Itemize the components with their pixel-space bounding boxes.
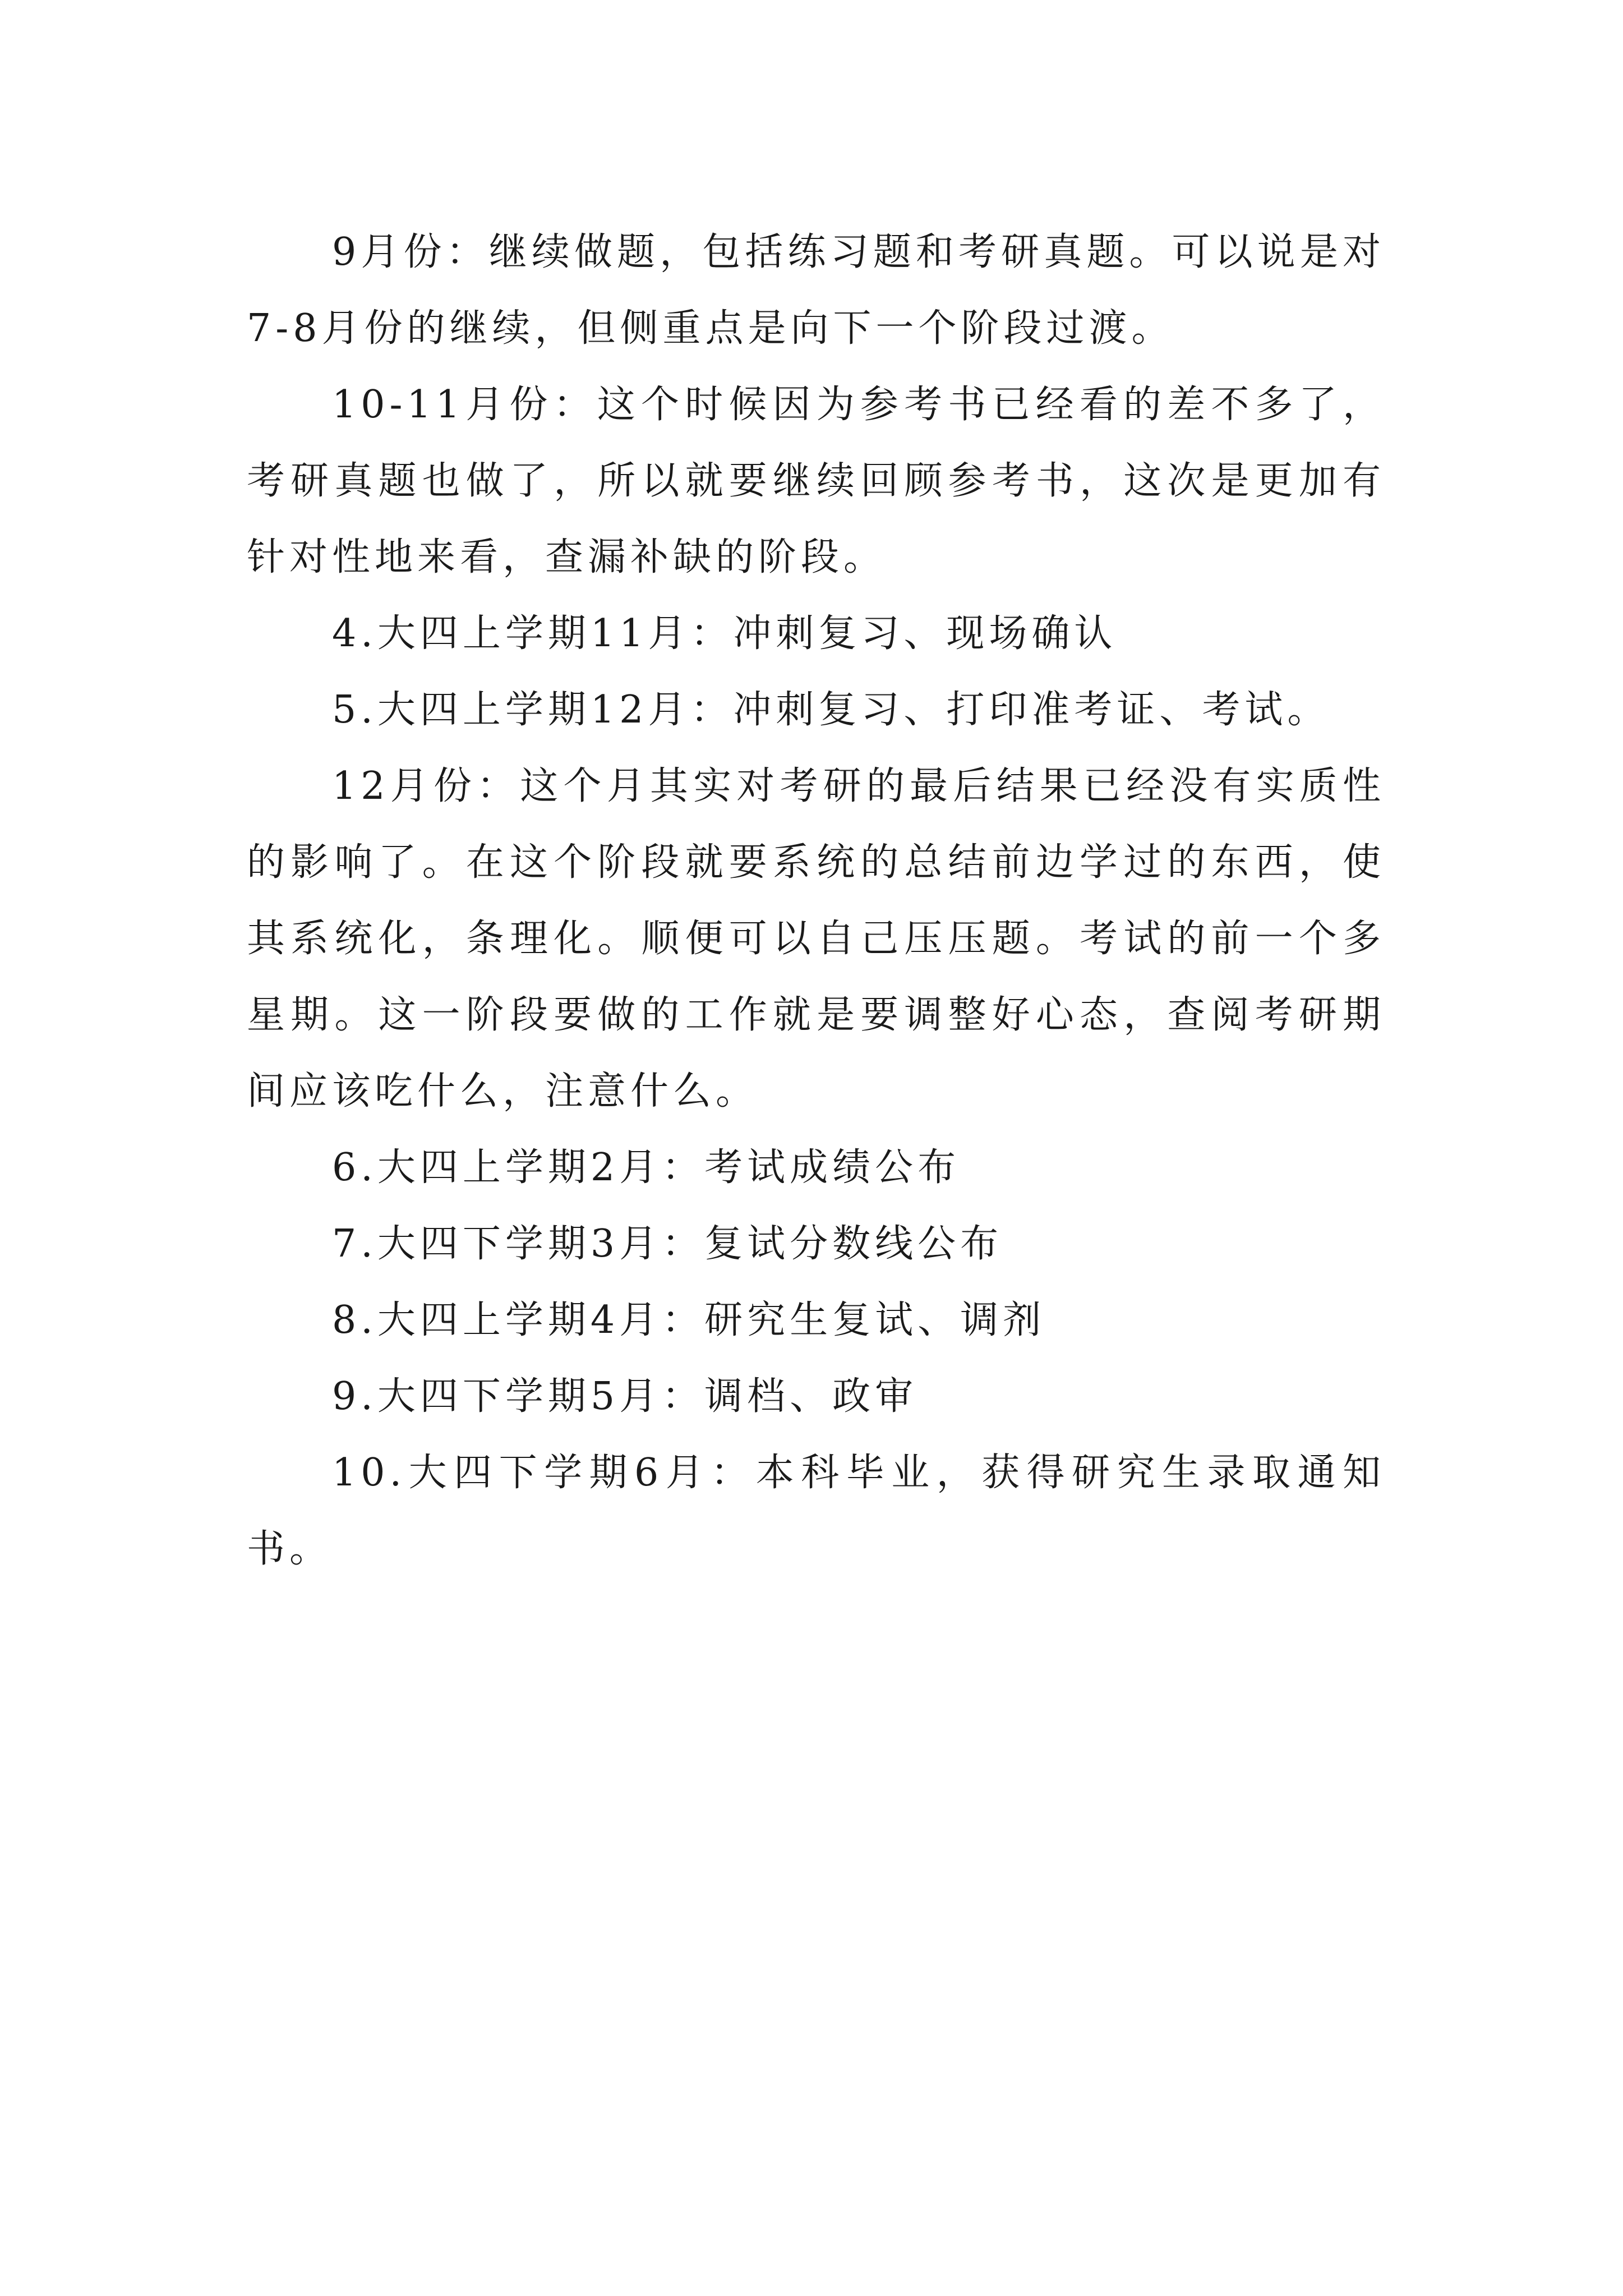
paragraph-december: 12月份：这个月其实对考研的最后结果已经没有实质性的影响了。在这个阶段就要系统的总结前边学过的东西，使其系统化，条理化。顺便可以自己压压题。考试的前一个多星期。这一阶段要做的工作就是要调整好心态，查阅考研期间应该吃什么，注意什么。 bbox=[247, 764, 1385, 1114]
list-item-4: 4.大四上学期11月：冲刺复习、现场确认 bbox=[332, 611, 1117, 656]
list-item-10: 10.大四下学期6月：本科毕业，获得研究生录取通知书。 bbox=[247, 1451, 1385, 1571]
paragraph-october-november: 10-11月份：这个时候因为参考书已经看的差不多了，考研真题也做了，所以就要继续回顾参考书，这次是更加有针对性地来看，查漏补缺的阶段。 bbox=[247, 383, 1385, 579]
list-item-8: 8.大四上学期4月：研究生复试、调剂 bbox=[332, 1298, 1046, 1342]
list-item-5: 5.大四上学期12月：冲刺复习、打印准考证、考试。 bbox=[332, 688, 1330, 732]
document-body bbox=[247, 214, 1385, 1588]
list-item-6: 6.大四上学期2月：考试成绩公布 bbox=[332, 1145, 961, 1190]
list-item-7: 7.大四下学期3月：复试分数线公布 bbox=[332, 1222, 1003, 1266]
list-item-9: 9.大四下学期5月：调档、政审 bbox=[332, 1374, 918, 1419]
paragraph-september: 9月份：继续做题，包括练习题和考研真题。可以说是对7-8月份的继续，但侧重点是向下一个阶段过渡。 bbox=[247, 230, 1385, 351]
